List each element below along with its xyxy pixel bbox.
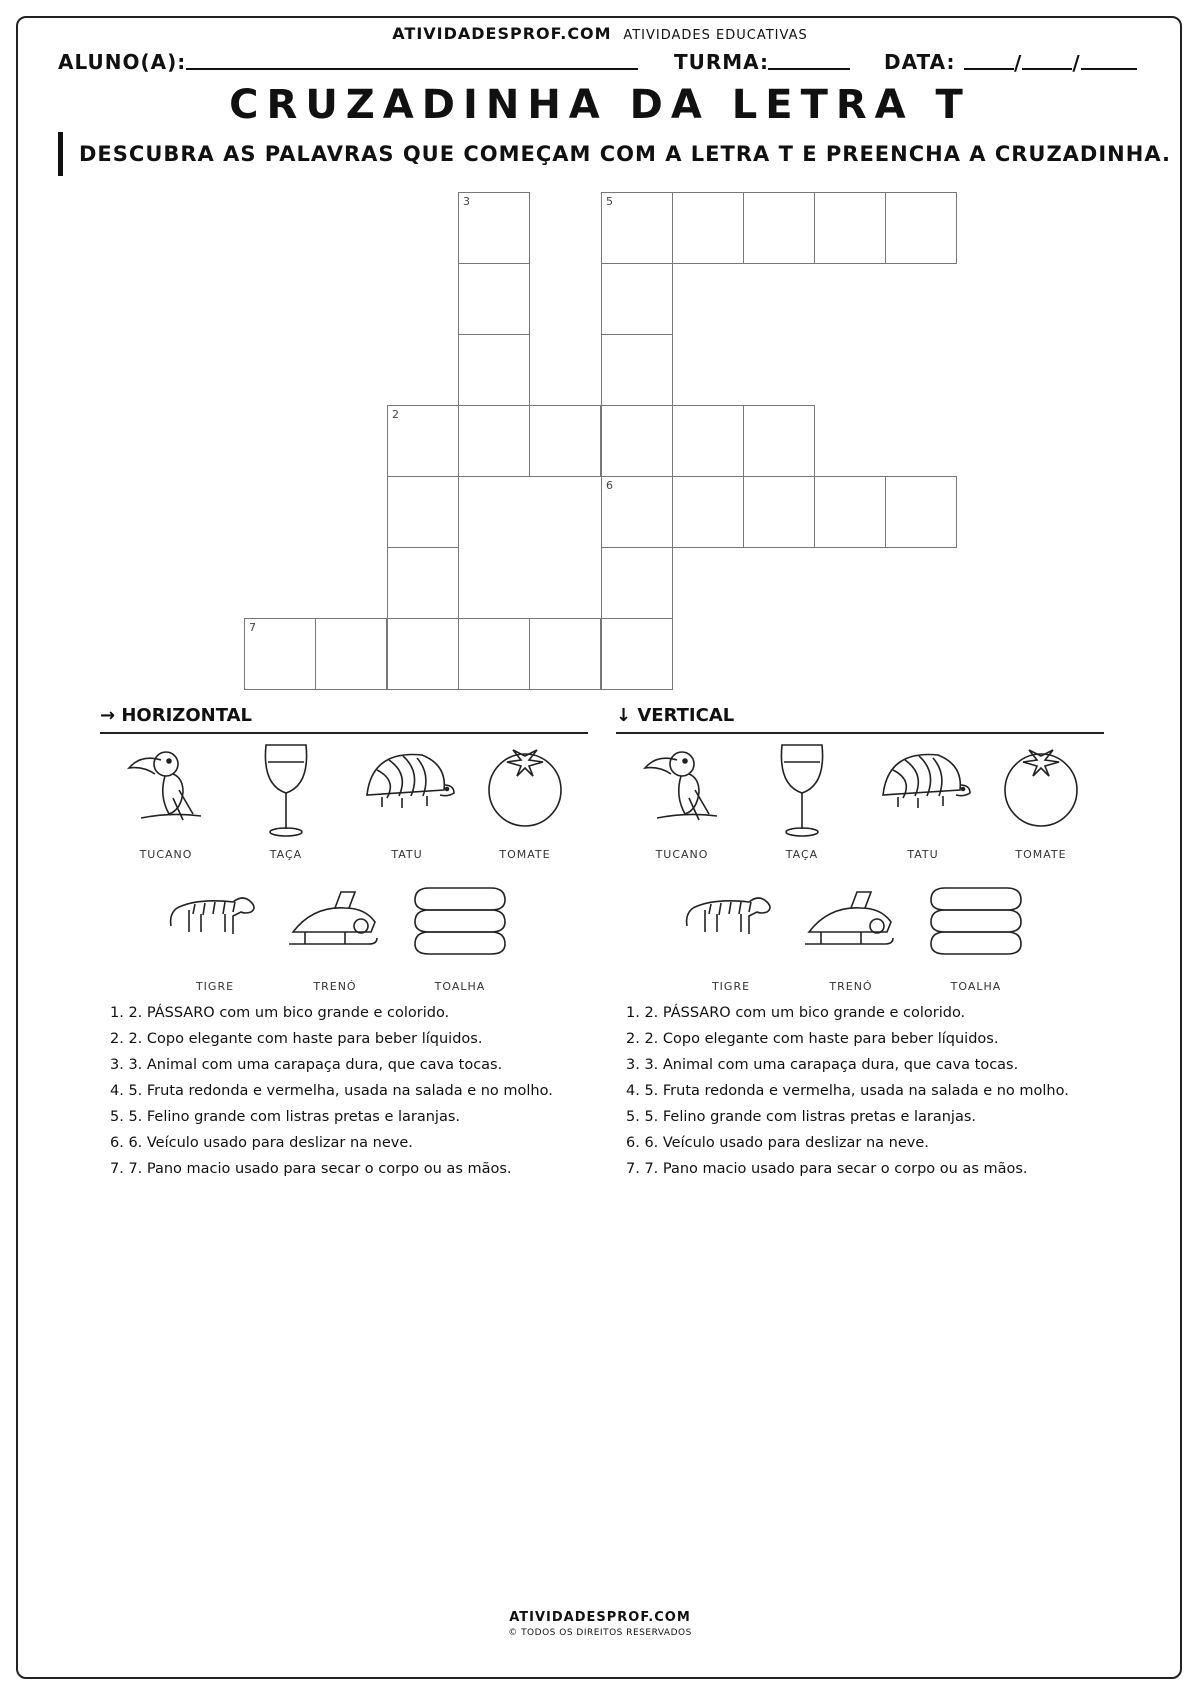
crossword-cell[interactable] <box>885 192 957 264</box>
crossword-cell[interactable] <box>743 476 815 548</box>
site-name: ATIVIDADESPROF.COM <box>392 24 612 43</box>
clue-item: 1. 2. PÁSSARO com um bico grande e colorido. <box>626 1005 966 1021</box>
date-separator: / <box>1072 51 1081 75</box>
instruction-text: DESCUBRA AS PALAVRAS QUE COMEÇAM COM A LETRA T E PREENCHA A CRUZADINHA. <box>58 132 1171 176</box>
page-footer <box>0 1610 1200 1638</box>
picture-label: TOMATE <box>499 848 551 861</box>
crossword-cell[interactable] <box>387 618 459 690</box>
picture-label: TOALHA <box>950 980 1002 993</box>
clue-number: 3 <box>463 195 470 208</box>
crossword-cell[interactable] <box>601 263 673 335</box>
wine-glass-icon <box>236 740 336 844</box>
clue-list-vertical <box>604 1000 1069 1182</box>
crossword-cell[interactable] <box>601 192 673 264</box>
armadillo-icon <box>868 740 978 824</box>
picture-label: TRENÓ <box>829 980 873 993</box>
class-label: TURMA: <box>674 50 770 74</box>
date-label: DATA: <box>884 50 956 74</box>
picture-label: TOALHA <box>434 980 486 993</box>
horizontal-section-title: → HORIZONTAL <box>100 702 588 734</box>
date-separator: / <box>1014 51 1023 75</box>
picture-tomate <box>986 740 1096 864</box>
crossword-cell[interactable] <box>814 476 886 548</box>
crossword-cell[interactable] <box>885 476 957 548</box>
picture-tigre <box>676 880 786 996</box>
crossword-cell[interactable] <box>458 618 530 690</box>
towel-icon <box>400 880 520 964</box>
student-label: ALUNO(A): <box>58 50 187 74</box>
crossword-cell[interactable] <box>601 405 673 477</box>
clue-item: 3. 3. Animal com uma carapaça dura, que cava tocas. <box>110 1057 503 1073</box>
toucan-icon <box>116 740 216 834</box>
towel-icon <box>916 880 1036 964</box>
crossword-cell[interactable] <box>743 192 815 264</box>
crossword-cell[interactable] <box>529 618 601 690</box>
picture-tucano <box>116 740 216 864</box>
footer-site: ATIVIDADESPROF.COM <box>509 1610 691 1625</box>
clue-item: 6. 6. Veículo usado para deslizar na neve. <box>110 1135 413 1151</box>
picture-tigre <box>160 880 270 996</box>
clue-item: 5. 5. Felino grande com listras pretas e laranjas. <box>626 1109 977 1125</box>
crossword-cell[interactable] <box>601 334 673 406</box>
crossword-cell[interactable] <box>458 334 530 406</box>
snowmobile-icon <box>280 880 390 964</box>
picture-label: TATU <box>391 848 423 861</box>
crossword-cell[interactable] <box>387 547 459 619</box>
site-subtitle: ATIVIDADES EDUCATIVAS <box>623 28 808 43</box>
picture-tatu <box>868 740 978 864</box>
clue-item: 7. 7. Pano macio usado para secar o corpo ou as mãos. <box>110 1161 512 1177</box>
picture-tucano <box>632 740 732 864</box>
picture-label: TIGRE <box>195 980 235 993</box>
crossword-cell[interactable] <box>458 405 530 477</box>
clue-number: 6 <box>606 479 613 492</box>
clue-item: 6. 6. Veículo usado para deslizar na neve. <box>626 1135 929 1151</box>
picture-label: TUCANO <box>655 848 709 861</box>
picture-label: TAÇA <box>269 848 303 861</box>
crossword-cell[interactable] <box>387 476 459 548</box>
crossword-cell[interactable] <box>458 263 530 335</box>
tiger-icon <box>676 880 786 944</box>
clue-item: 4. 5. Fruta redonda e vermelha, usada na salada e no molho. <box>110 1083 553 1099</box>
crossword-grid <box>0 0 1200 700</box>
clue-item: 4. 5. Fruta redonda e vermelha, usada na salada e no molho. <box>626 1083 1069 1099</box>
crossword-cell[interactable] <box>672 405 744 477</box>
crossword-cell[interactable] <box>814 192 886 264</box>
vertical-section-title: ↓ VERTICAL <box>616 702 1104 734</box>
clue-item: 1. 2. PÁSSARO com um bico grande e colorido. <box>110 1005 450 1021</box>
clue-item: 5. 5. Felino grande com listras pretas e laranjas. <box>110 1109 461 1125</box>
crossword-cell[interactable] <box>601 547 673 619</box>
clue-item: 7. 7. Pano macio usado para secar o corpo ou as mãos. <box>626 1161 1028 1177</box>
tomato-icon <box>470 740 580 834</box>
armadillo-icon <box>352 740 462 824</box>
picture-label: TAÇA <box>785 848 819 861</box>
crossword-cell[interactable] <box>315 618 387 690</box>
picture-toalha <box>916 880 1036 996</box>
footer-copyright: © TODOS OS DIREITOS RESERVADOS <box>508 1628 692 1638</box>
picture-taça <box>236 740 336 864</box>
picture-toalha <box>400 880 520 996</box>
snowmobile-icon <box>796 880 906 964</box>
tiger-icon <box>160 880 270 944</box>
picture-taça <box>752 740 852 864</box>
crossword-cell[interactable] <box>387 405 459 477</box>
picture-label: TUCANO <box>139 848 193 861</box>
clue-list-horizontal <box>88 1000 553 1182</box>
crossword-cell[interactable] <box>601 618 673 690</box>
picture-tomate <box>470 740 580 864</box>
crossword-cell[interactable] <box>458 192 530 264</box>
wine-glass-icon <box>752 740 852 844</box>
page-title: CRUZADINHA DA LETRA T <box>229 82 971 128</box>
picture-tatu <box>352 740 462 864</box>
clue-item: 2. 2. Copo elegante com haste para beber líquidos. <box>110 1031 483 1047</box>
clue-number: 7 <box>249 621 256 634</box>
picture-label: TOMATE <box>1015 848 1067 861</box>
picture-trenó <box>280 880 390 996</box>
crossword-cell[interactable] <box>529 405 601 477</box>
crossword-cell[interactable] <box>601 476 673 548</box>
picture-label: TATU <box>907 848 939 861</box>
crossword-cell[interactable] <box>672 476 744 548</box>
tomato-icon <box>986 740 1096 834</box>
crossword-cell[interactable] <box>244 618 316 690</box>
picture-label: TRENÓ <box>313 980 357 993</box>
clue-number: 5 <box>606 195 613 208</box>
clue-number: 2 <box>392 408 399 421</box>
picture-trenó <box>796 880 906 996</box>
picture-label: TIGRE <box>711 980 751 993</box>
toucan-icon <box>632 740 732 834</box>
clue-item: 2. 2. Copo elegante com haste para beber líquidos. <box>626 1031 999 1047</box>
clue-item: 3. 3. Animal com uma carapaça dura, que cava tocas. <box>626 1057 1019 1073</box>
crossword-cell[interactable] <box>743 405 815 477</box>
crossword-cell[interactable] <box>672 192 744 264</box>
